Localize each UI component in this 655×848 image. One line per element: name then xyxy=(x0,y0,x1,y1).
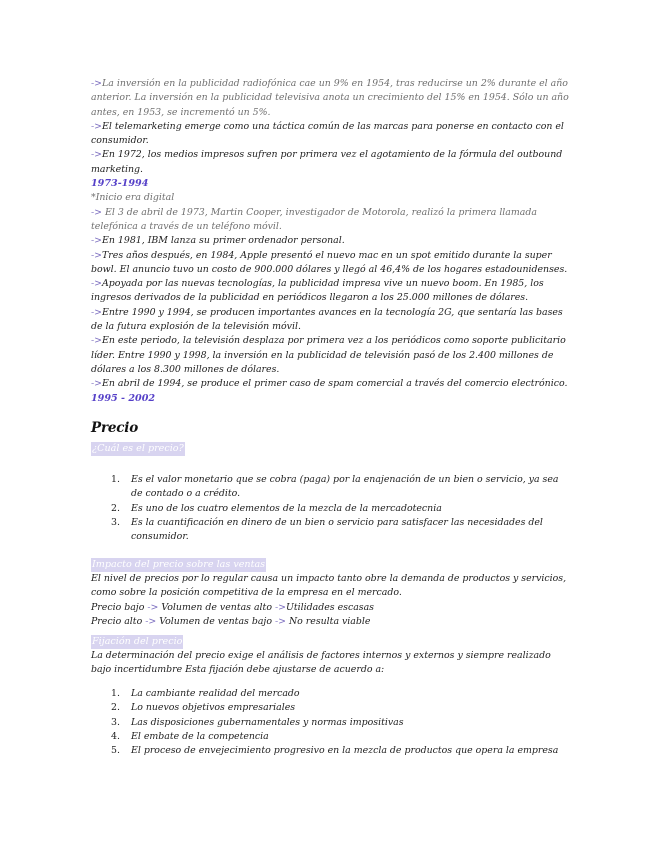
arrow-glyph: -> xyxy=(145,615,157,627)
history-paragraph xyxy=(91,120,569,149)
volume-label: Volumen de ventas bajo xyxy=(159,615,272,627)
list-number: 2. xyxy=(111,702,120,714)
question-heading xyxy=(91,436,185,456)
list-number: 4. xyxy=(111,730,120,742)
list-item-text: Es el valor monetario que se cobra (paga) por la enajenación de un bien o servicio, ya sea de contado o a crédito. xyxy=(131,474,559,500)
list-item-text: Lo nuevos objetivos empresariales xyxy=(131,702,296,714)
history-paragraph xyxy=(91,377,569,391)
result-label: No resulta viable xyxy=(288,615,371,627)
history-text: El telemarketing emerge como una táctica común de las marcas para ponerse en contacto con el consumidor. xyxy=(91,120,564,147)
list-item-text: Es la cuantificación en dinero de un bien o servicio para satisfacer las necesidades del consumidor. xyxy=(131,516,543,543)
history-text: El 3 de abril de 1973, Martin Cooper, investigador de Motorola, realizó la primera llamada telefónica a través de un teléfono móvil. xyxy=(91,206,537,232)
arrow-glyph: -> xyxy=(91,149,103,161)
list-item xyxy=(91,502,569,516)
list-number: 2. xyxy=(111,502,120,514)
era-heading: 1973-1994 xyxy=(91,178,149,190)
list-item xyxy=(91,716,569,730)
list-item-text: Las disposiciones gubernamentales y normas impositivas xyxy=(131,716,404,728)
arrow-glyph: -> xyxy=(91,78,103,89)
history-text: Entre 1990 y 1994, se producen importantes avances en la tecnología 2G, que sentaría las bases de la futura explosión de la televisión móvil. xyxy=(91,306,563,333)
history-paragraph xyxy=(91,249,569,278)
arrow-glyph: -> xyxy=(91,378,103,390)
history-text: En 1972, los medios impresos sufren por primera vez el agotamiento de la fórmula del outbound marketing. xyxy=(91,149,563,175)
result-label: Utilidades escasas xyxy=(285,601,374,613)
history-text: En 1981, IBM lanza su primer ordenador personal. xyxy=(102,235,345,247)
history-paragraph xyxy=(91,334,569,377)
history-paragraph: *Inicio era digital xyxy=(91,192,175,204)
factors-list xyxy=(91,687,569,758)
fix-paragraph: La determinación del precio exige el análisis de factores internos y externos y siempre realizado bajo incertidumbre Esta fijación debe ajustarse de acuerdo a: xyxy=(91,650,551,676)
list-item xyxy=(91,687,569,701)
list-number: 5. xyxy=(111,745,120,757)
list-number: 3. xyxy=(111,716,120,728)
history-text: La inversión en la publicidad radiofónica cae un 9% en 1954, tras reducirse un 2% durante el año anterior. La inversión en la publicidad televisiva anota un crecimiento del 15% en 1954. Sólo un año antes, en 1953, se incrementó un 5%. xyxy=(91,78,569,118)
list-item-text: Es uno de los cuatro elementos de la mezcla de la mercadotecnia xyxy=(131,502,442,514)
list-item xyxy=(91,744,569,758)
history-paragraph xyxy=(91,206,569,235)
arrow-glyph: -> xyxy=(91,335,103,347)
list-number: 1. xyxy=(111,688,120,699)
highlighted-heading: ¿Cuál es el precio? xyxy=(92,443,184,454)
arrow-glyph: -> xyxy=(91,120,103,132)
list-number: 1. xyxy=(111,474,120,485)
list-item-text: El embate de la competencia xyxy=(131,730,269,742)
list-item xyxy=(91,701,569,715)
arrow-glyph: -> xyxy=(274,601,286,613)
highlighted-heading: Fijación del precio xyxy=(92,636,183,648)
list-item xyxy=(91,730,569,744)
list-item-text: La cambiante realidad del mercado xyxy=(131,688,300,699)
list-number: 3. xyxy=(111,516,120,528)
history-text: Tres años después, en 1984, Apple presentó el nuevo mac en un spot emitido durante la super bowl. El anuncio tuvo un costo de 900.000 dólares y llegó al 46,4% de los hogares estadounidenses. xyxy=(91,249,568,275)
definitions-list xyxy=(91,473,569,544)
history-paragraph xyxy=(91,277,569,306)
arrow-glyph: -> xyxy=(91,249,103,261)
arrow-glyph: -> xyxy=(91,278,103,290)
history-text: En este periodo, la televisión desplaza por primera vez a los periódicos como soporte publicitario líder. Entre 1990 y 1998, la inversión en la publicidad de televisión pasó de los 2.400 millones de dólares a los 8.300 millones de dólares. xyxy=(91,335,566,375)
arrow-glyph: -> xyxy=(274,615,286,627)
price-label: Precio bajo xyxy=(91,601,145,613)
history-text: En abril de 1994, se produce el primer caso de spam comercial a través del comercio electrónico. xyxy=(102,378,568,390)
list-item xyxy=(91,516,569,545)
history-paragraph xyxy=(91,148,569,177)
history-text: Apoyada por las nuevas tecnologías, la publicidad impresa vive un nuevo boom. En 1985, los ingresos derivados de la publicidad en periódicos llegaron a los 25.000 millones de dólares. xyxy=(91,278,544,304)
arrow-glyph: -> xyxy=(91,306,103,318)
volume-label: Volumen de ventas alto xyxy=(161,601,272,613)
arrow-glyph: -> xyxy=(91,235,103,247)
price-high-line xyxy=(91,615,569,629)
history-paragraph xyxy=(91,234,569,248)
history-paragraph xyxy=(91,306,569,335)
highlighted-heading: Impacto del precio sobre las ventas xyxy=(92,559,266,570)
list-item xyxy=(91,473,569,502)
arrow-glyph: -> xyxy=(91,206,103,218)
impact-paragraph: El nivel de precios por lo regular causa un impacto tanto obre la demanda de productos y servicios, como sobre la posición competitiva de la empresa en el mercado. xyxy=(91,573,567,599)
price-label: Precio alto xyxy=(91,615,143,627)
section-title: Precio xyxy=(91,420,139,436)
price-low-line xyxy=(91,601,569,615)
era-heading: 1995 - 2002 xyxy=(91,392,156,404)
list-item-text: El proceso de envejecimiento progresivo en la mezcla de productos que opera la empresa xyxy=(131,745,559,757)
arrow-glyph: -> xyxy=(147,601,159,613)
history-paragraph xyxy=(91,77,569,120)
impact-section xyxy=(91,552,569,678)
history-section xyxy=(91,77,569,406)
